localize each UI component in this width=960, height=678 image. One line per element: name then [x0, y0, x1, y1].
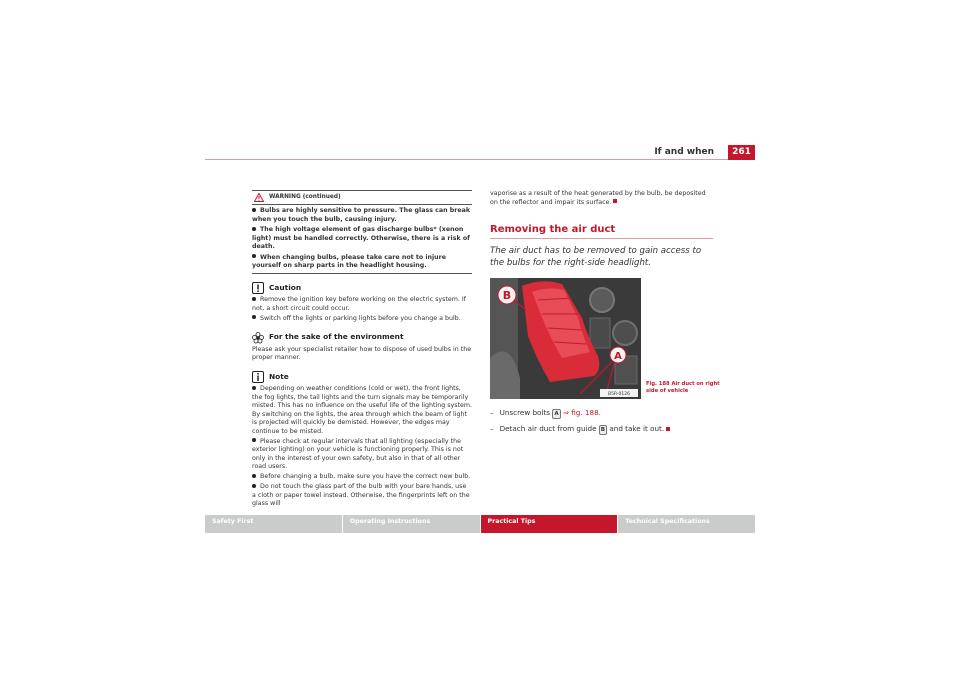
end-mark-icon [613, 199, 617, 203]
tab-practical-tips[interactable]: Practical Tips [481, 515, 618, 533]
note-item: Depending on weather conditions (cold or wet), the front lights, the fog lights, the tail lights and the turn signals may be temporarily misted. This has no influence on the useful life of the lighting system. By switching on the lights, the area through which the beam of light is projected will quickly be demisted. However, the edges may continue to be misted. [252, 385, 472, 435]
warning-header [252, 191, 472, 205]
step-detach-air-duct: – Detach air duct from guide B and take it out. [490, 425, 670, 435]
note-item: Before changing a bulb, make sure you have the correct new bulb. [252, 473, 472, 482]
figure-reference-link[interactable]: ⇒ fig. 188 [562, 408, 599, 417]
bullet-icon [252, 297, 256, 301]
environment-header [252, 331, 472, 344]
tab-technical-specifications[interactable]: Technical Specifications [618, 515, 755, 533]
footer-navigation [205, 515, 755, 533]
page-title: If and when [654, 147, 714, 157]
bullet-icon [252, 474, 256, 478]
left-column [252, 190, 472, 509]
tab-safety-first[interactable]: Safety First [205, 515, 342, 533]
note-header [252, 371, 472, 384]
warning-box [252, 190, 472, 274]
heading-rule [490, 238, 713, 239]
caution-item: Remove the ignition key before working on the electric system. If not, a short circuit could occur. [252, 296, 466, 312]
continuation-text: vaporise as a result of the heat generated by the bulb, be deposited on the reflector and impair its surface. [490, 190, 706, 206]
end-mark-icon [666, 427, 670, 431]
caution-item: Switch off the lights or parking lights before you change a bulb. [252, 315, 472, 324]
note-title: Note [269, 371, 289, 381]
info-icon [252, 371, 264, 383]
figure-label-a: A [614, 351, 622, 362]
callout-a-badge: A [554, 411, 559, 417]
bullet-icon [252, 227, 256, 231]
environment-text: Please ask your specialist retailer how to dispose of used bulbs in the proper manner. [252, 345, 472, 361]
bullet-icon [252, 254, 256, 258]
caution-header [252, 282, 472, 295]
bullet-icon [252, 315, 256, 319]
flower-icon [252, 332, 264, 344]
note-item: Please check at regular intervals that all lighting (especially the exterior lighting) on your vehicle is functioning properly. This is not only in the interest of your own safety, but also in that of all other road users. [252, 437, 464, 470]
bullet-icon [252, 484, 256, 488]
step-unscrew-bolts: – Unscrew bolts A ⇒ fig. 188. [490, 408, 601, 417]
figure-label-b: B [502, 289, 512, 302]
bullet-icon [252, 438, 256, 442]
lead-text: The air duct has to be removed to gain access to the bulbs for the right-side headlight. [490, 245, 702, 268]
caution-icon [252, 282, 264, 294]
environment-title: For the sake of the environment [269, 332, 404, 342]
air-duct-figure [490, 278, 641, 399]
section-heading: Removing the air duct [490, 224, 616, 235]
caution-title: Caution [269, 282, 302, 292]
bullet-icon [252, 386, 256, 390]
air-duct-illustration [490, 278, 641, 399]
warning-item: Bulbs are highly sensitive to pressure. The glass can break when you touch the bulb, causing injury. [252, 207, 471, 223]
header-rule [205, 159, 755, 160]
callout-b-badge: B [600, 427, 606, 433]
warning-title: WARNING (continued) [269, 194, 341, 201]
bullet-icon [252, 208, 256, 212]
right-column [490, 190, 720, 433]
warning-item: The high voltage element of gas discharge bulbs* (xenon light) must be handled correctly. Otherwise, there is a risk of death. [252, 226, 470, 250]
page-number: 261 [728, 145, 755, 160]
tab-operating-instructions[interactable]: Operating Instructions [343, 515, 480, 533]
warning-item: When changing bulbs, please take care not to injure yourself on sharp parts in the headlight housing. [252, 253, 447, 269]
note-item: Do not touch the glass part of the bulb with your bare hands, use a cloth or paper towel instead. Otherwise, the fingerprints left on the glass will [252, 483, 470, 507]
figure-caption: Fig. 188 Air duct on right side of vehicle [646, 381, 720, 394]
warning-triangle-icon [254, 193, 264, 202]
figure-code: B5R-0126 [608, 392, 630, 397]
